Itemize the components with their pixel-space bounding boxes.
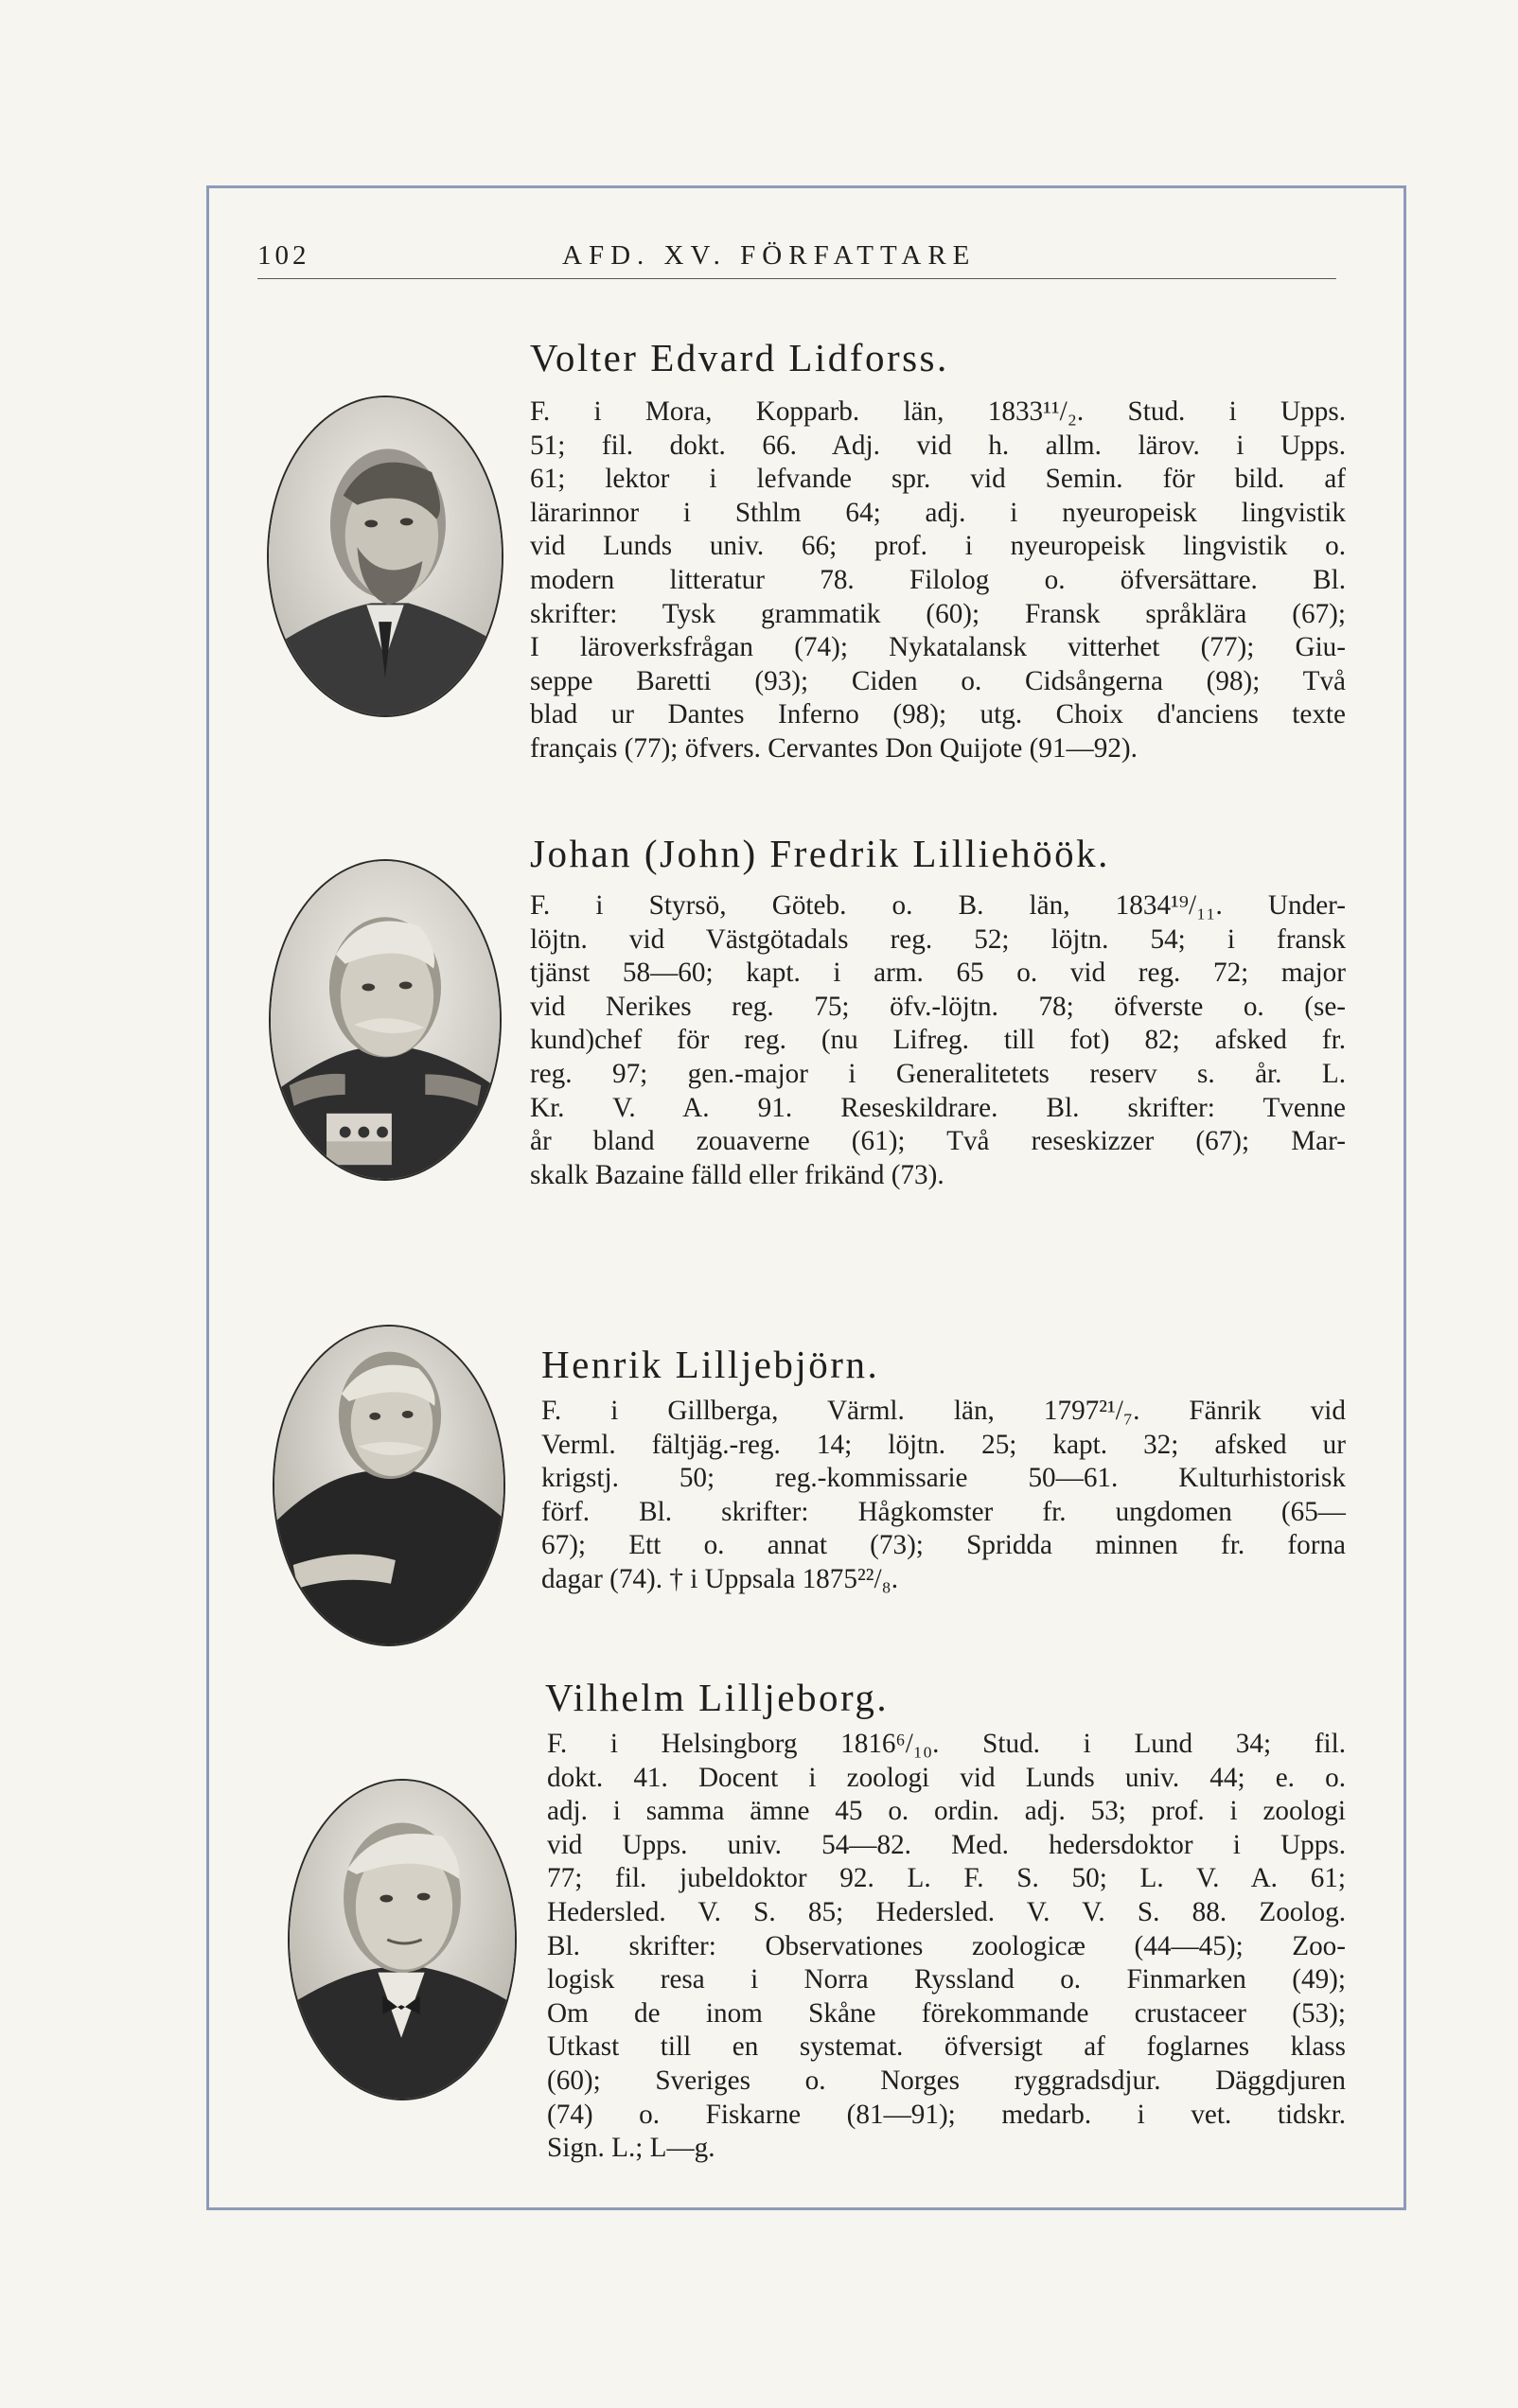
bio-line: Kr. V. A. 91. Reseskildrare. Bl. skrifter: Tvenne [530,1092,1346,1123]
bio-line: (60); Sveriges o. Norges ryggradsdjur. Däggdjuren [547,2065,1346,2096]
bio-line: 61; lektor i lefvande spr. vid Semin. för bild. af [530,464,1346,495]
bio-line: Om de inom Skåne förekommande crustaceer (53); [547,1997,1346,2029]
bio-line: vid Nerikes reg. 75; öfv.-löjtn. 78; öfverste o. (se- [530,991,1346,1022]
bio-line: F. i Helsingborg 1816⁶/₁₀. Stud. i Lund 34; fil. [547,1729,1346,1759]
bio-line: I läroverksfrågan (74); Nykatalansk vitterhet (77); Giu- [530,632,1346,663]
bio-line: skrifter: Tysk grammatik (60); Fransk språklära (67); [530,598,1346,629]
bio-line: dokt. 41. Docent i zoologi vid Lunds univ. 44; e. o. [547,1762,1346,1793]
portrait-lilljebjorn [273,1325,505,1646]
bio-line: tjänst 58—60; kapt. i arm. 65 o. vid reg. 72; major [530,958,1346,989]
bio-line: Bl. skrifter: Observationes zoologicæ (44—45); Zoo- [547,1930,1346,1961]
bio-line: krigstj. 50; reg.-kommissarie 50—61. Kulturhistorisk [541,1463,1346,1494]
author-bio [530,889,1346,1192]
bio-line: F. i Mora, Kopparb. län, 1833¹¹/₂. Stud. i Upps. [530,396,1346,427]
bio-line: Verml. fältjäg.-reg. 14; löjtn. 25; kapt. 32; afsked ur [541,1429,1346,1460]
running-head [257,238,1336,279]
author-name: Vilhelm Lilljeborg. [545,1676,890,1719]
bio-line: seppe Baretti (93); Ciden o. Cidsångerna (98); Två [530,665,1346,696]
bio-line: adj. i samma ämne 45 o. ordin. adj. 53; prof. i zoologi [547,1796,1346,1827]
bio-line: vid Upps. univ. 54—82. Med. hedersdoktor i Upps. [547,1829,1346,1860]
bio-line: Hedersled. V. S. 85; Hedersled. V. V. S. 88. Zoolog. [547,1896,1346,1927]
bio-line: modern litteratur 78. Filolog o. öfversättare. Bl. [530,564,1346,595]
portrait-lilliehook [269,859,502,1181]
bio-line: 77; fil. jubeldoktor 92. L. F. S. 50; L. V. A. 61; [547,1863,1346,1894]
bio-line: lärarinnor i Sthlm 64; adj. i nyeuropeisk lingvistik [530,497,1346,528]
author-bio [541,1395,1346,1597]
bio-line: vid Lunds univ. 66; prof. i nyeuropeisk lingvistik o. [530,531,1346,562]
bio-line: blad ur Dantes Inferno (98); utg. Choix d'anciens texte [530,699,1346,730]
portrait-lilljeborg [288,1779,517,2100]
bio-line: reg. 97; gen.-major i Generalitetets reserv s. år. L. [530,1058,1346,1089]
author-name: Johan (John) Fredrik Lilliehöök. [530,832,1110,875]
bio-line: löjtn. vid Västgötadals reg. 52; löjtn. 54; i fransk [530,923,1346,955]
bio-line: logisk resa i Norra Ryssland o. Finmarken (49); [547,1964,1346,1995]
bio-line: F. i Gillberga, Värml. län, 1797²¹/₇. Fänrik vid [541,1396,1346,1426]
bio-line: (74) o. Fiskarne (81—91); medarb. i vet. tidskr. [547,2099,1346,2130]
author-bio [547,1728,1346,2166]
bio-line: dagar (74). † i Uppsala 1875²²/₈. [541,1563,899,1594]
bio-line: Sign. L.; L—g. [547,2133,715,2164]
author-name: Henrik Lilljebjörn. [541,1343,880,1386]
bio-line: kund)chef för reg. (nu Lifreg. till fot) 82; afsked fr. [530,1025,1346,1056]
portrait-lidforss [267,395,503,717]
page-number: 102 [257,240,310,271]
author-name: Volter Edvard Lidforss. [530,336,949,379]
section-title: AFD. XV. FÖRFATTARE [562,240,977,271]
bio-line: 67); Ett o. annat (73); Spridda minnen fr. forna [541,1530,1346,1561]
bio-line: 51; fil. dokt. 66. Adj. vid h. allm. lärov. i Upps. [530,430,1346,461]
bio-line: år bland zouaverne (61); Två reseskizzer (67); Mar- [530,1126,1346,1157]
bio-line: Utkast till en systemat. öfversigt af foglarnes klass [547,2031,1346,2063]
bio-line: skalk Bazaine fälld eller frikänd (73). [530,1159,944,1190]
bio-line: F. i Styrsö, Göteb. o. B. län, 1834¹⁹/₁₁. Under- [530,890,1346,921]
bio-line: förf. Bl. skrifter: Hågkomster fr. ungdomen (65— [541,1496,1346,1527]
author-bio [530,395,1346,766]
bio-line: français (77); öfvers. Cervantes Don Quijote (91—92). [530,732,1138,764]
